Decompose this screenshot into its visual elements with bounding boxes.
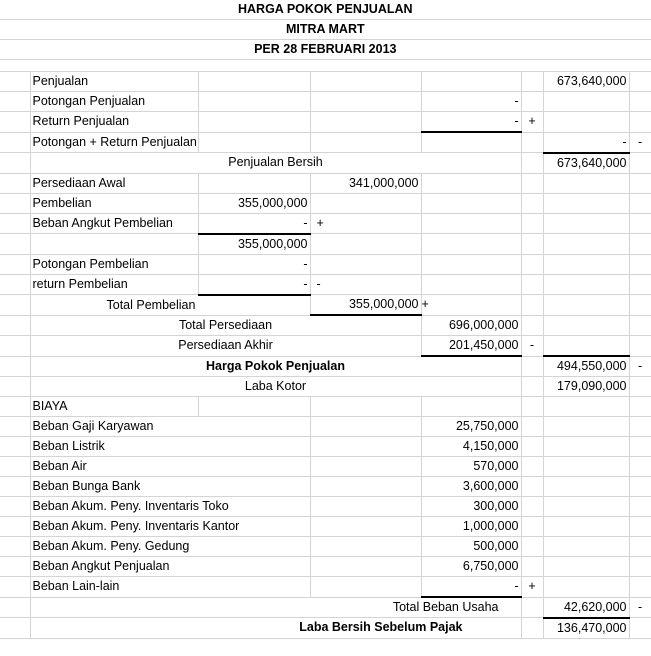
amount: 355,000,000 bbox=[310, 295, 421, 316]
row-label: Beban Akum. Peny. Gedung bbox=[30, 537, 310, 557]
amount: 1,000,000 bbox=[421, 517, 521, 537]
row-label: Penjualan bbox=[30, 72, 198, 92]
table-row bbox=[0, 577, 651, 598]
spacer-row bbox=[0, 60, 651, 72]
table-row bbox=[0, 132, 651, 153]
amount: - bbox=[421, 92, 521, 112]
row-label: Total Persediaan bbox=[30, 315, 421, 336]
operator-sign: - bbox=[310, 274, 421, 295]
amount: - bbox=[198, 274, 310, 295]
table-row bbox=[0, 597, 651, 618]
amount: 25,750,000 bbox=[421, 417, 521, 437]
amount: 179,090,000 bbox=[543, 377, 629, 397]
amount: 355,000,000 bbox=[198, 193, 310, 213]
table-row bbox=[0, 72, 651, 92]
amount: 6,750,000 bbox=[421, 557, 521, 577]
table-row bbox=[0, 437, 651, 457]
row-label: Beban Angkut Pembelian bbox=[30, 213, 198, 234]
table-row bbox=[0, 193, 651, 213]
row-label: Return Penjualan bbox=[30, 112, 198, 133]
table-row bbox=[0, 377, 651, 397]
table-row bbox=[0, 254, 651, 274]
table-row bbox=[0, 557, 651, 577]
amount: 300,000 bbox=[421, 497, 521, 517]
table-row bbox=[0, 295, 651, 316]
row-label: Total Beban Usaha bbox=[30, 597, 521, 618]
amount: 4,150,000 bbox=[421, 437, 521, 457]
amount: 341,000,000 bbox=[310, 173, 421, 193]
operator-sign: + bbox=[421, 295, 521, 316]
operator-sign: + bbox=[521, 112, 543, 133]
section-label: BIAYA bbox=[30, 397, 198, 417]
amount: 201,450,000 bbox=[421, 336, 521, 357]
table-row bbox=[0, 618, 651, 639]
row-label: Beban Bunga Bank bbox=[30, 477, 310, 497]
row-label: Beban Akum. Peny. Inventaris Kantor bbox=[30, 517, 310, 537]
table-row bbox=[0, 397, 651, 417]
table-row bbox=[0, 356, 651, 377]
row-label: Beban Air bbox=[30, 457, 310, 477]
amount: - bbox=[543, 132, 629, 153]
table-row bbox=[0, 274, 651, 295]
amount: - bbox=[421, 577, 521, 598]
row-label: Persediaan Awal bbox=[30, 173, 198, 193]
row-label: Total Pembelian bbox=[30, 295, 310, 316]
row-label: return Pembelian bbox=[30, 274, 198, 295]
amount: - bbox=[198, 213, 310, 234]
amount: - bbox=[198, 254, 310, 274]
operator-sign: - bbox=[629, 356, 651, 377]
table-row bbox=[0, 213, 651, 234]
table-row bbox=[0, 497, 651, 517]
amount: 696,000,000 bbox=[421, 315, 521, 336]
amount: 494,550,000 bbox=[543, 356, 629, 377]
amount: 355,000,000 bbox=[198, 234, 310, 255]
table-row bbox=[0, 457, 651, 477]
row-label: Potongan Pembelian bbox=[30, 254, 198, 274]
operator-sign: + bbox=[521, 577, 543, 598]
row-label: Harga Pokok Penjualan bbox=[30, 356, 521, 377]
row-label: Laba Bersih Sebelum Pajak bbox=[30, 618, 521, 639]
row-label: Laba Kotor bbox=[30, 377, 521, 397]
table-row bbox=[0, 153, 651, 174]
row-label: Pembelian bbox=[30, 193, 198, 213]
report-title: HARGA POKOK PENJUALAN bbox=[0, 0, 651, 20]
table-row bbox=[0, 477, 651, 497]
row-label: Beban Lain-lain bbox=[30, 577, 310, 598]
operator-sign: - bbox=[629, 132, 651, 153]
table-row bbox=[0, 417, 651, 437]
row-label: Beban Akum. Peny. Inventaris Toko bbox=[30, 497, 310, 517]
table-row bbox=[0, 537, 651, 557]
amount: 500,000 bbox=[421, 537, 521, 557]
amount: 136,470,000 bbox=[543, 618, 629, 639]
amount: 3,600,000 bbox=[421, 477, 521, 497]
table-row bbox=[0, 112, 651, 133]
row-label: Beban Angkut Penjualan bbox=[30, 557, 310, 577]
table-row bbox=[0, 173, 651, 193]
row-label: Beban Listrik bbox=[30, 437, 310, 457]
row-label: Potongan + Return Penjualan bbox=[30, 132, 198, 153]
operator-sign: - bbox=[629, 597, 651, 618]
operator-sign: + bbox=[310, 213, 421, 234]
row-label: Potongan Penjualan bbox=[30, 92, 198, 112]
company-name: MITRA MART bbox=[0, 20, 651, 40]
table-row bbox=[0, 315, 651, 336]
amount: - bbox=[421, 112, 521, 133]
table-row bbox=[0, 92, 651, 112]
row-label: Beban Gaji Karyawan bbox=[30, 417, 310, 437]
amount: 42,620,000 bbox=[543, 597, 629, 618]
amount: 570,000 bbox=[421, 457, 521, 477]
row-label: Persediaan Akhir bbox=[30, 336, 421, 357]
operator-sign: - bbox=[521, 336, 543, 357]
amount: 673,640,000 bbox=[543, 153, 629, 174]
table-row bbox=[0, 517, 651, 537]
table-row bbox=[0, 336, 651, 357]
row-label: Penjualan Bersih bbox=[30, 153, 521, 174]
table-row bbox=[0, 234, 651, 255]
report-period: PER 28 FEBRUARI 2013 bbox=[0, 40, 651, 60]
amount: 673,640,000 bbox=[543, 72, 629, 92]
